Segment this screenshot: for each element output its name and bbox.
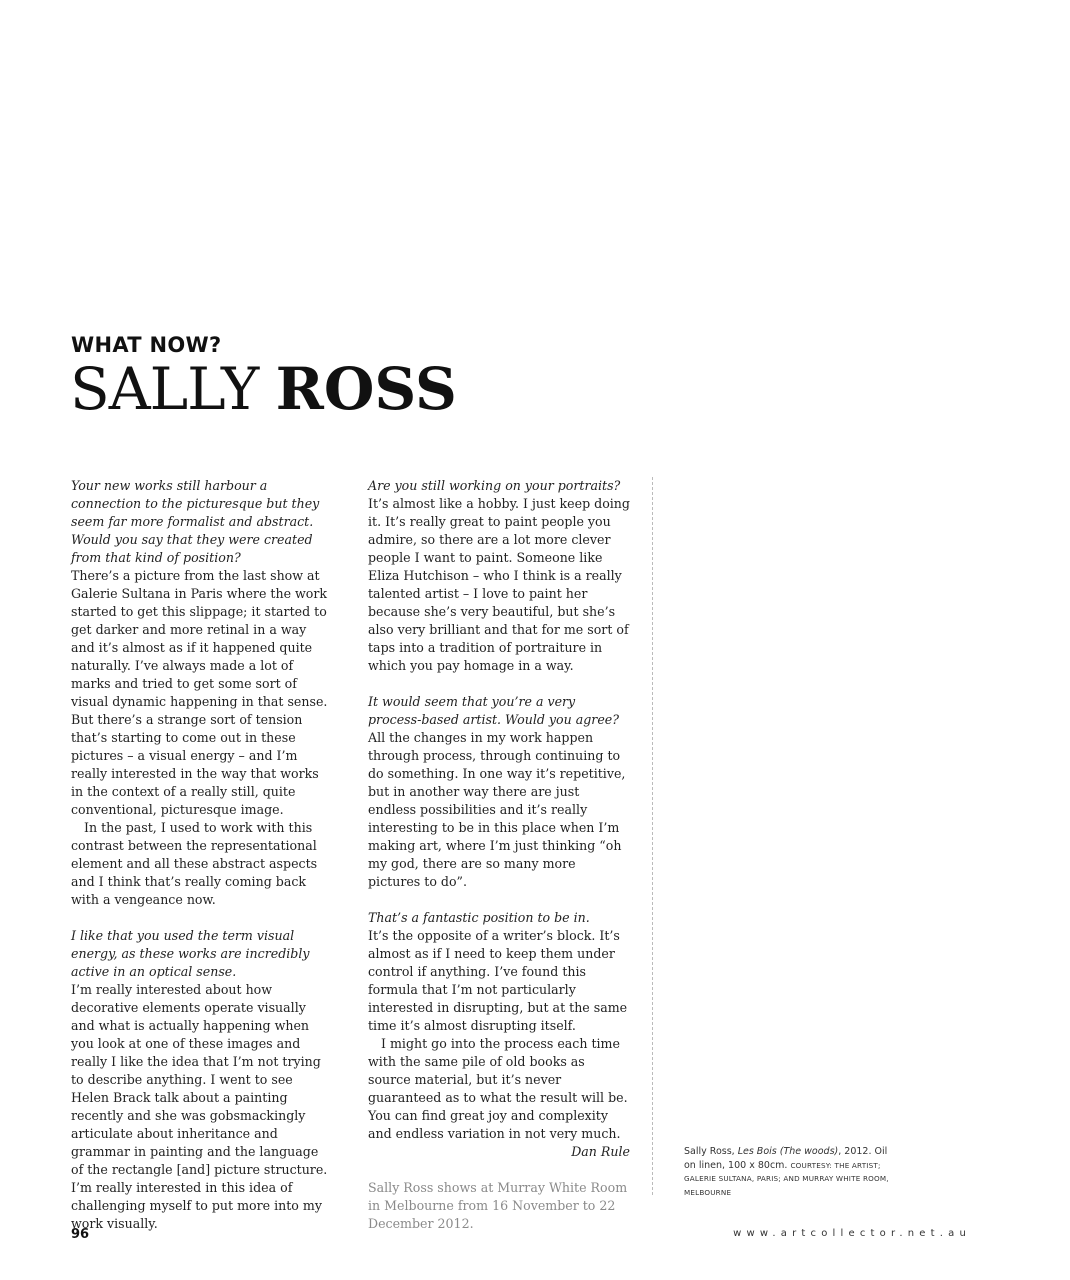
answer-text: talk about a painting recently and she was gobsmackingly articulate about inheritance and grammar in painting and the language of the rectangle [and] picture structure. I’m really interested in this idea of challenging myself to put more into my work visually. — [71, 1090, 328, 1231]
interview-answer: I might go into the process each time with the same pile of old books as source material, but it’s never guaranteed as to what the result will be. You can find great joy and complexity and endless variation in not very much. — [368, 1036, 628, 1141]
caption-credit: COURTESY: THE ARTIST; GALERIE SULTANA, PARIS; AND MURRAY WHITE ROOM, MELBOURNE — [684, 1160, 889, 1197]
interview-answer: All the changes in my work happen through process, through continuing to do something. In one way it’s repetitive, but in another way there are just endless possibilities and it’s really interesting to be in this place when I’m making art, where I’m just thinking “oh my god, there are so many more pictures to do”. — [368, 730, 626, 889]
answer-text: It’s almost like a hobby. I just keep doing it. It’s really great to paint people you admire, so there are a lot more clever people I want to paint. Someone like — [368, 496, 630, 565]
answer-text: I’m really interested about how decorative elements operate visually and what is actually happening when you look at one of these images and really I like the idea that I’m not trying to describe anything. I went to see — [71, 982, 321, 1087]
title-first-name: SALLY — [70, 355, 276, 423]
interview-question: I like that you used the term visual energy, as these works are incredibly active in an optical sense. — [71, 928, 310, 979]
image-caption — [684, 1145, 899, 1199]
website-url: www.artcollector.net.au — [733, 1228, 971, 1239]
artist-name-mention: Helen Brack — [71, 1090, 151, 1105]
artist-name-mention: Eliza Hutchison — [368, 568, 469, 583]
answer-text: – who I think is a really talented artist – I love to paint her because she’s very beautiful, but she’s also very brilliant and that for me sort of taps into a tradition of portraiture in which you pay homage in a way. — [368, 568, 629, 673]
caption-details: , 2012. Oil on linen, 100 x 80cm. — [684, 1146, 888, 1171]
caption-work-title: Les Bois (The woods) — [737, 1146, 839, 1157]
caption-artist: Sally Ross, — [684, 1146, 738, 1157]
interview-answer: It’s the opposite of a writer’s block. It’s almost as if I need to keep them under control if anything. I’ve found this formula that I’m not particularly interested in disrupting, but at the same time it’s almost disrupting itself. — [368, 928, 628, 1033]
interview-column-2 — [368, 477, 630, 1233]
column-divider — [652, 477, 653, 1195]
interview-column-1 — [71, 477, 333, 1233]
title-last-name: ROSS — [275, 355, 457, 423]
interview-answer: In the past, I used to work with this contrast between the representational element and all these abstract aspects and I think that’s really coming back with a vengeance now. — [71, 820, 318, 907]
section-kicker: WHAT NOW? — [71, 333, 222, 357]
interview-answer — [71, 981, 333, 1233]
article-title — [70, 352, 457, 426]
interview-answer: There’s a picture from the last show at Galerie Sultana in Paris where the work started to get this slippage; it started to get darker and more retinal in a way and it’s almost as if it happened quite naturally. I’ve always made a lot of marks and tried to get some sort of visual dynamic happening in that sense. But there’s a strange sort of tension that’s starting to come out in these pictures – a visual energy – and I’m really interested in the way that works in the context of a really still, quite conventional, picturesque image. — [71, 568, 328, 817]
interview-question: It would seem that you’re a very process-based artist. Would you agree? — [368, 694, 619, 727]
interview-answer — [368, 495, 630, 675]
interview-question: Are you still working on your portraits? — [368, 478, 621, 493]
exhibition-note: Sally Ross shows at Murray White Room in Melbourne from 16 November to 22 December 2012. — [368, 1180, 628, 1231]
page-number: 96 — [71, 1227, 90, 1242]
interview-question: Your new works still harbour a connection to the picturesque but they seem far more formalist and abstract. Would you say that they were created from that kind of position? — [71, 478, 320, 565]
interview-question: That’s a fantastic position to be in. — [368, 910, 590, 925]
author-byline: Dan Rule — [571, 1144, 630, 1159]
